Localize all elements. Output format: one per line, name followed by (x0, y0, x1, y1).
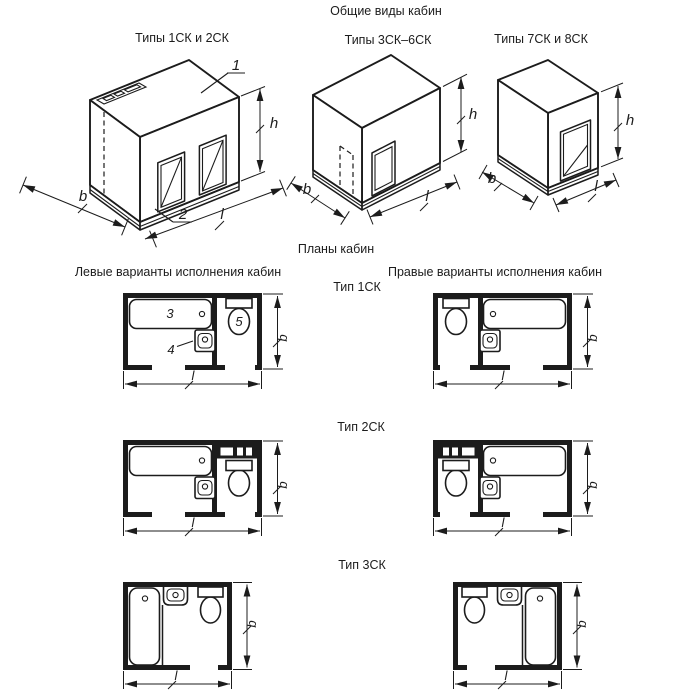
dimension-b (263, 294, 290, 369)
vent-block (217, 445, 257, 459)
door-opening (467, 664, 495, 671)
toilet-cistern (226, 461, 252, 471)
right-variants-title: Правые варианты исполнения кабин (387, 265, 603, 279)
iso-label-1sk-2sk: Типы 1СК и 2СК (135, 31, 229, 45)
dim-b-label: b (275, 481, 290, 489)
plan-type-label-3sk: Тип 3СК (338, 558, 386, 572)
plan-type-label-1sk: Тип 1СК (333, 280, 381, 294)
door-opening-bath (152, 364, 185, 371)
cabin-box (90, 60, 239, 230)
iso-view-7sk-8sk (478, 55, 678, 220)
plans-title: Планы кабин (297, 242, 375, 256)
callout-3-label: 3 (166, 306, 174, 321)
dim-l-label: l (220, 206, 224, 223)
dimension-b (263, 441, 290, 516)
cabin-box (498, 60, 598, 195)
bathtub (484, 447, 566, 476)
dimension-l (434, 515, 572, 536)
bathtub (130, 588, 160, 665)
dim-b-label: b (585, 334, 600, 342)
door-opening-bath (510, 364, 543, 371)
dimension-b (233, 583, 259, 670)
toilet (226, 461, 252, 497)
callout-4-label: 4 (167, 342, 175, 357)
toilet-cistern (443, 461, 469, 471)
toilet (462, 587, 487, 623)
toilet-bowl (229, 470, 250, 496)
dimension-h (241, 87, 278, 182)
door-opening-bath (510, 511, 543, 518)
washbasin (498, 587, 522, 605)
toilet-cistern (443, 299, 469, 309)
dimension-h (443, 74, 477, 161)
iso-view-3sk-6sk (285, 50, 480, 230)
dim-l-label: l (501, 515, 505, 530)
iso-view-1sk-2sk (15, 53, 290, 248)
dim-b-label: b (275, 334, 290, 342)
vent-block (438, 445, 478, 459)
dimension-l (124, 368, 262, 389)
callout-2-label: 2 (178, 206, 188, 223)
toilet (443, 299, 469, 335)
dimension-l (124, 515, 262, 536)
door-opening-wc (225, 364, 255, 371)
dim-h-label: h (625, 112, 635, 129)
dim-l-label: l (174, 668, 178, 683)
dim-b-label: b (574, 620, 589, 628)
callout-1-label: 1 (231, 57, 241, 74)
callout-5-label: 5 (235, 314, 243, 329)
plan-2sk-left (115, 437, 295, 540)
dim-b-label: b (244, 620, 259, 628)
left-variants-title: Левые варианты исполнения кабин (74, 265, 282, 279)
dim-l-label: l (425, 188, 429, 205)
dim-b-label: b (585, 481, 600, 489)
toilet (198, 587, 223, 623)
dim-h-label: h (468, 106, 478, 123)
bathtub (526, 588, 556, 665)
dimension-b (573, 294, 600, 369)
dimension-b (573, 441, 600, 516)
toilet-bowl (446, 309, 467, 335)
door-opening-wc (440, 364, 470, 371)
cabin-box (313, 55, 440, 210)
washbasin (164, 587, 188, 605)
figure-title: Общие виды кабин (330, 4, 442, 18)
iso-label-3sk-6sk: Типы 3СК–6СК (344, 33, 432, 47)
bathtub (130, 447, 212, 476)
plan-1sk-left (115, 290, 295, 393)
dimension-l (434, 368, 572, 389)
dimension-l (124, 668, 232, 689)
plan-3sk-right (445, 578, 605, 695)
dim-l-label: l (504, 668, 508, 683)
toilet-bowl (446, 470, 467, 496)
washbasin (480, 477, 500, 499)
toilet-bowl (201, 597, 221, 623)
dimension-b (563, 583, 589, 670)
plan-3sk-left (115, 578, 275, 695)
door-opening-bath (152, 511, 185, 518)
plan-1sk-right (425, 290, 605, 393)
toilet-cistern (226, 299, 252, 309)
dimension-h (601, 83, 634, 167)
dim-l-label: l (501, 368, 505, 383)
plan-type-label-2sk: Тип 2СК (337, 420, 385, 434)
toilet-bowl (465, 597, 485, 623)
dim-l-label: l (594, 178, 598, 195)
door-opening-wc (440, 511, 470, 518)
toilet-cistern (198, 587, 223, 597)
door-opening-wc (225, 511, 255, 518)
dim-b-label: b (78, 188, 88, 205)
dim-l-label: l (191, 515, 195, 530)
toilet-cistern (462, 587, 487, 597)
dim-b-label: b (487, 170, 497, 187)
iso-label-7sk-8sk: Типы 7СК и 8СК (494, 32, 588, 46)
dim-h-label: h (269, 115, 279, 132)
dimension-l (454, 668, 562, 689)
washbasin (195, 330, 215, 352)
washbasin (480, 330, 500, 352)
washbasin (195, 477, 215, 499)
plan-2sk-right (425, 437, 605, 540)
dim-b-label: b (302, 181, 312, 198)
door-opening (190, 664, 218, 671)
toilet (443, 461, 469, 497)
dim-l-label: l (191, 368, 195, 383)
bathtub (484, 300, 566, 329)
